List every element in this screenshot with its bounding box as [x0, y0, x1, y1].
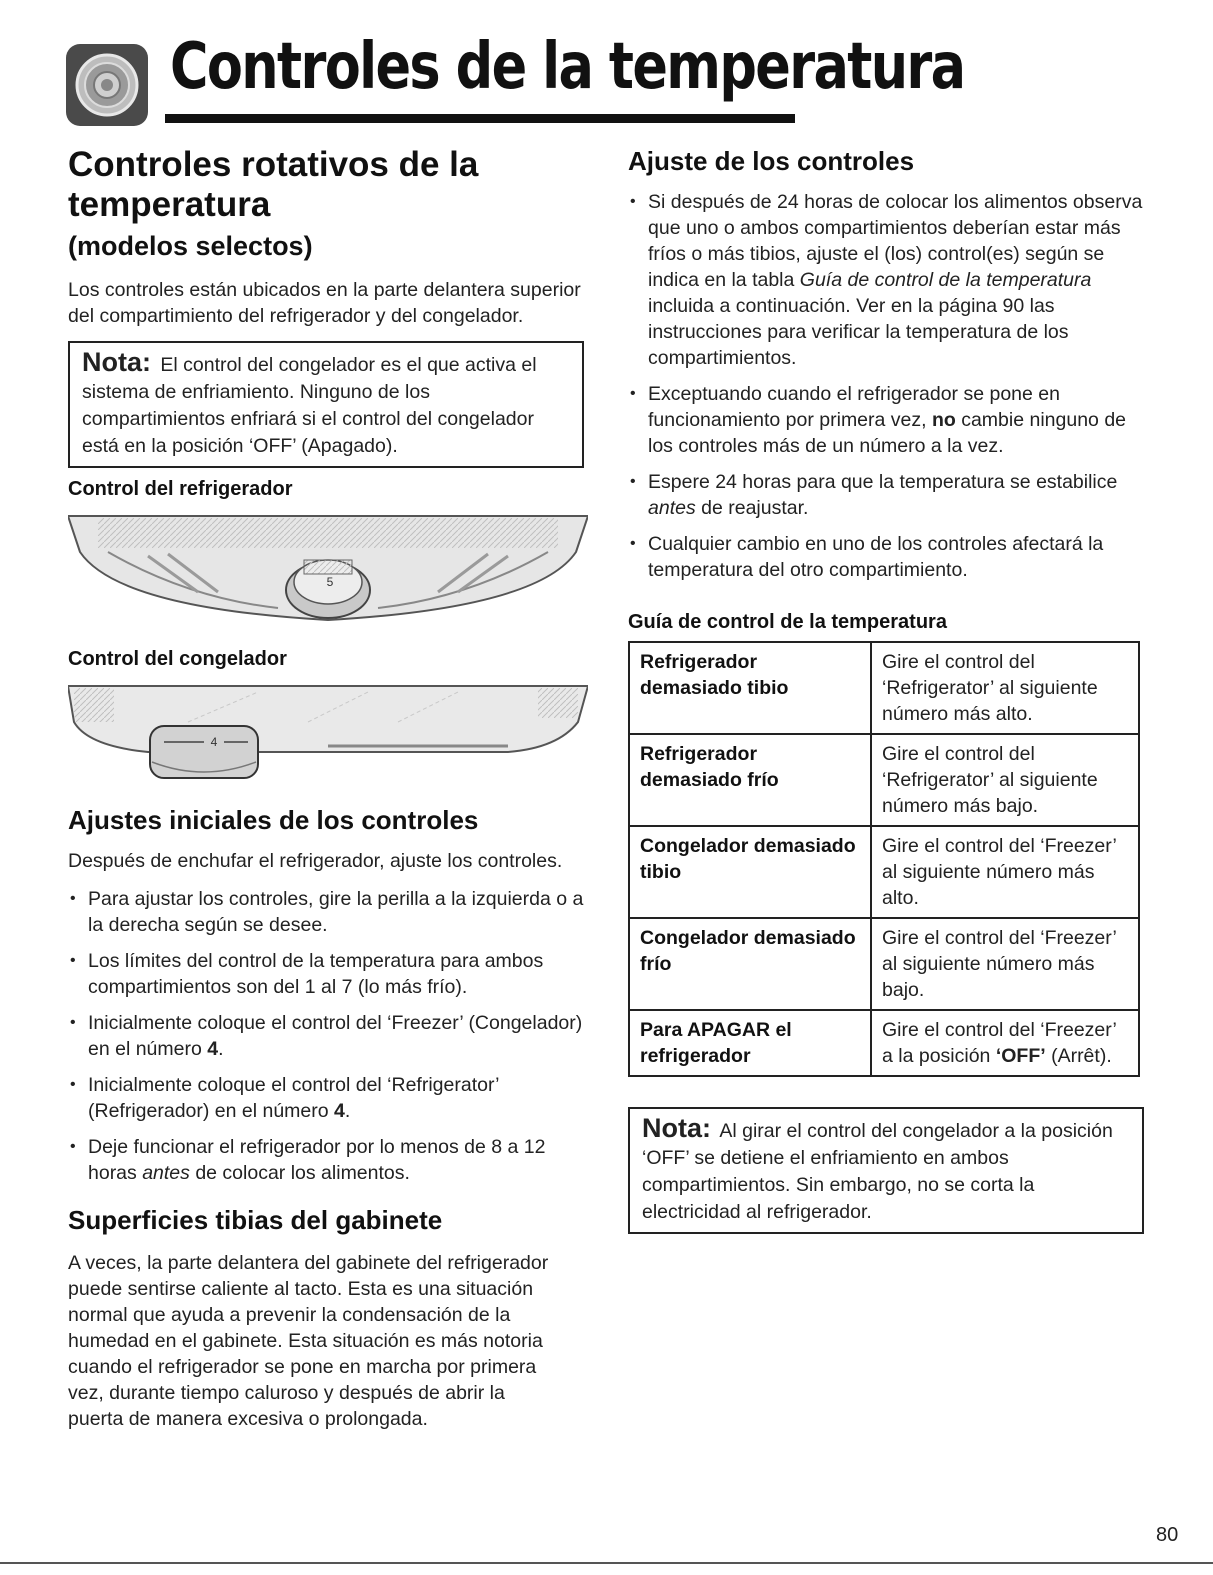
refrigerator-control-illustration [68, 512, 588, 632]
adjusting-controls-list [628, 189, 1148, 583]
list-item: • Inicialmente coloque el control del ‘Refrigerator’ (Refrigerador) en el número 4. [68, 1072, 588, 1124]
table-cell-condition: Para APAGAR el refrigerador [629, 1010, 871, 1076]
table-cell-action: Gire el control del ‘Freezer’ al siguiente número más bajo. [871, 918, 1139, 1010]
freezer-dial-number: 4 [210, 735, 218, 749]
table-cell-action: Gire el control del ‘Freezer’ al siguiente número más alto. [871, 826, 1139, 918]
guide-table-title: Guía de control de la temperatura [628, 611, 947, 633]
table-cell-action: Gire el control del ‘Refrigerator’ al siguiente número más bajo. [871, 734, 1139, 826]
list-item: • Cualquier cambio en uno de los controles afectará la temperatura del otro compartimiento. [628, 531, 1148, 583]
table-cell-condition: Refrigerador demasiado tibio [629, 642, 871, 734]
table-cell-action: Gire el control del ‘Freezer’ a la posición ‘OFF’ (Arrêt). [871, 1010, 1139, 1076]
note-text: Al girar el control del congelador a la posición ‘OFF’ se detiene el enfriamiento en ambos compartimientos. Sin embargo, no se corta la electricidad al refrigerador. [642, 1120, 1113, 1223]
left-column [68, 145, 588, 1432]
page-number: 80 [1156, 1524, 1179, 1546]
table-row [629, 734, 1139, 826]
figure-caption-freezer: Control del congelador [68, 648, 287, 670]
initial-settings-list [68, 886, 588, 1186]
table-cell-action: Gire el control del ‘Refrigerator’ al siguiente número más alto. [871, 642, 1139, 734]
list-item: • Espere 24 horas para que la temperatura se estabilice antes de reajustar. [628, 469, 1148, 521]
section-title-warm-surfaces: Superficies tibias del gabinete [68, 1205, 443, 1235]
page-title: Controles de la temperatura [170, 30, 965, 104]
note-box-freezer [68, 341, 584, 468]
thermostat-dial-icon [66, 44, 148, 126]
table-cell-condition: Refrigerador demasiado frío [629, 734, 871, 826]
initial-settings-intro: Después de enchufar el refrigerador, ajuste los controles. [68, 850, 563, 872]
note-label: Nota: [82, 347, 151, 377]
list-item: • Exceptuando cuando el refrigerador se pone en funcionamiento por primera vez, no cambie ninguno de los controles más de un número a la vez. [628, 381, 1148, 459]
refrigerator-dial-number: 5 [326, 575, 334, 589]
table-cell-condition: Congelador demasiado frío [629, 918, 871, 1010]
section-title-adjusting-controls: Ajuste de los controles [628, 146, 915, 176]
table-row [629, 1010, 1139, 1076]
note-text: El control del congelador es el que activa el sistema de enfriamiento. Ninguno de los compartimientos enfriará si el control del congelador está en la posición ‘OFF’ (Apagado). [82, 354, 537, 457]
list-item: • Los límites del control de la temperatura para ambos compartimientos son del 1 al 7 (lo más frío). [68, 948, 588, 1000]
figure-caption-refrigerator: Control del refrigerador [68, 478, 293, 500]
controls-intro: Los controles están ubicados en la parte delantera superior del compartimiento del refrigerador y del congelador. [68, 279, 581, 327]
list-item: • Inicialmente coloque el control del ‘Freezer’ (Congelador) en el número 4. [68, 1010, 588, 1062]
title-line-1: Controles rotativos de la [68, 145, 479, 184]
section-title-rotary-controls [68, 145, 588, 225]
list-item: • Si después de 24 horas de colocar los alimentos observa que uno o ambos compartimientos deberían estar más fríos o más tibios, ajuste el (los) control(es) según se indica en la tabla Guía de control de la temperatura incluida a continuación. Ver en la página 90 las instrucciones para verificar la temperatura de los compartimientos. [628, 189, 1148, 371]
list-item: • Para ajustar los controles, gire la perilla a la izquierda o a la derecha según se desee. [68, 886, 588, 938]
section-subtitle: (modelos selectos) [68, 231, 313, 261]
right-column [628, 145, 1148, 1234]
list-item: • Deje funcionar el refrigerador por lo menos de 8 a 12 horas antes de colocar los alimentos. [68, 1134, 588, 1186]
warm-surfaces-body: A veces, la parte delantera del gabinete del refrigerador puede sentirse caliente al tacto. Esta es una situación normal que ayuda a prevenir la condensación de la humedad en el gabinete. Esta situación es más notoria cuando el refrigerador se pone en marcha por primera vez, durante tiempo caluroso y después de abrir la puerta de manera excesiva o prolongada. [68, 1252, 549, 1430]
table-cell-condition: Congelador demasiado tibio [629, 826, 871, 918]
note-box-off-position [628, 1107, 1144, 1234]
temperature-guide-table [628, 641, 1140, 1077]
freezer-control-illustration [68, 682, 588, 792]
table-row [629, 642, 1139, 734]
title-line-2: temperatura [68, 185, 271, 224]
table-row [629, 826, 1139, 918]
bottom-rule [0, 1562, 1213, 1564]
section-title-initial-settings: Ajustes iniciales de los controles [68, 805, 479, 835]
title-underline [165, 114, 795, 123]
table-row [629, 918, 1139, 1010]
note-label: Nota: [642, 1113, 711, 1143]
